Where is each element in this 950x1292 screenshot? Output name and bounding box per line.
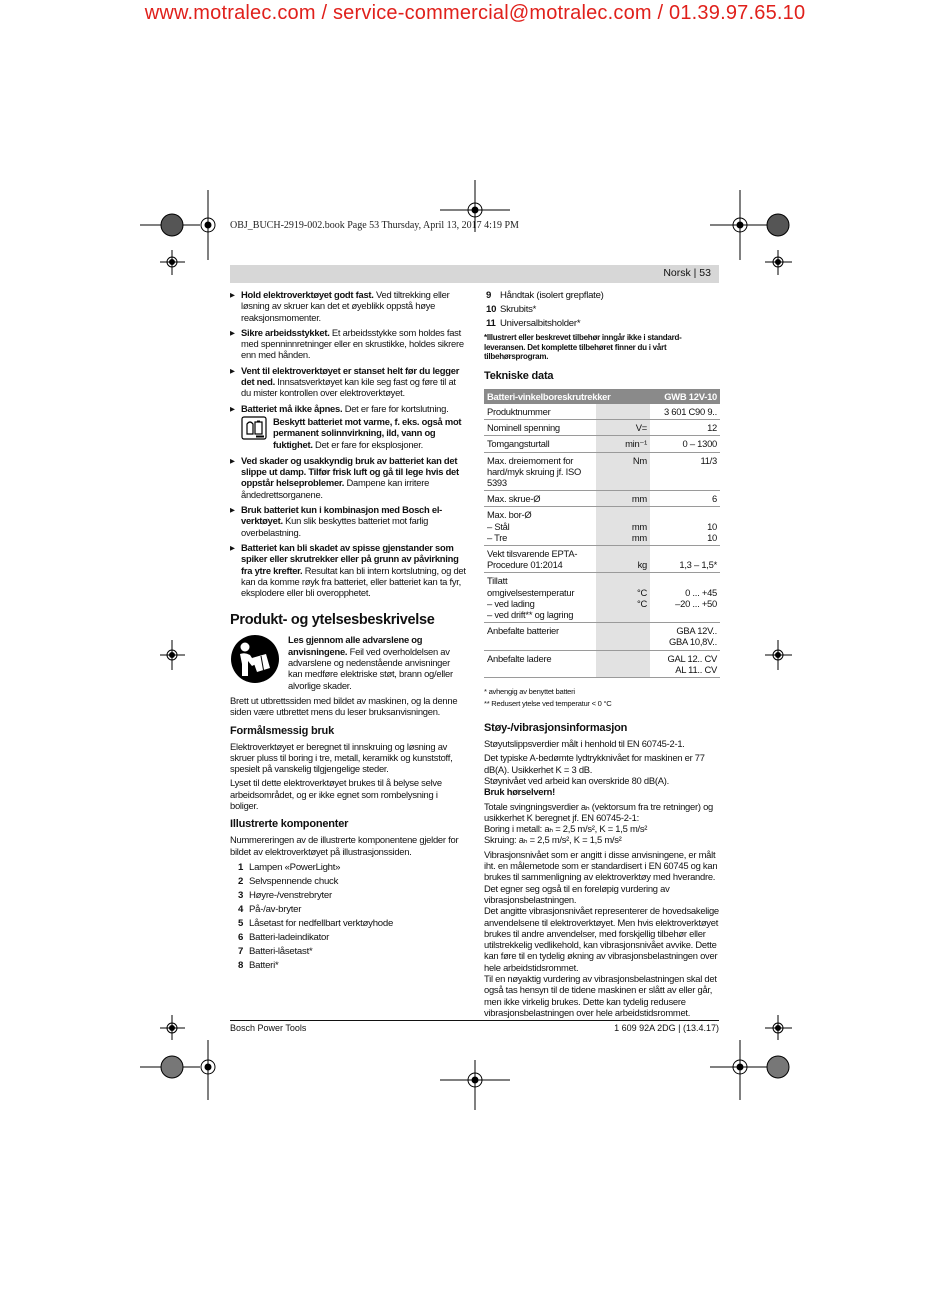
tech-data-table (484, 389, 720, 678)
component-item (486, 303, 720, 317)
print-info-line: OBJ_BUCH-2919-002.book Page 53 Thursday, April 13, 2017 4:19 PM (230, 220, 519, 231)
table-cell-label: Max. dreiemoment for hard/myk skruing jf. ISO 5393 (484, 452, 596, 491)
safety-bullet (230, 365, 466, 399)
component-number: 8 (238, 959, 244, 971)
component-item (238, 959, 466, 973)
table-cell-value: 11/3 (650, 452, 720, 491)
component-label: Batteri-ladeindikator (249, 931, 330, 943)
component-item (238, 861, 466, 875)
component-number: 1 (238, 861, 244, 873)
bullet-bold: Sikre arbeidsstykket. (241, 326, 330, 338)
table-row (484, 573, 720, 623)
usage-title: Formålsmessig bruk (230, 724, 334, 737)
component-number: 9 (486, 290, 492, 301)
table-cell-label: Produktnummer (484, 404, 596, 420)
noise-paragraph: Vibrasjonsnivået som er angitt i disse anvisningene, er målt iht. en målemetode som er standardisert i EN 60745 og kan brukes til sammenligning av elektroverktøy med hverandre. Det egner seg også til en foreløpig vurdering av vibrasjonsbelastningen. (484, 848, 718, 905)
battery-protect-icon (241, 416, 267, 440)
table-cell-value: 10 10 (650, 507, 720, 546)
component-label: Batteri* (249, 959, 279, 971)
bullet-bold: Bruk batteriet kun i kombinasjon med Bosch el-verktøyet. (241, 504, 443, 527)
warning-bold: Les gjennom alle advarslene og anvisningene. (288, 634, 423, 657)
component-number: 3 (238, 889, 244, 901)
table-cell-unit: V= (596, 420, 650, 436)
accessory-note: *Illustrert eller beskrevet tilbehør inngår ikke i standard-leveransen. Det komplette tilbehøret finner du i vårt tilbehørsprogram. (484, 333, 682, 362)
component-label: Skrubits* (500, 304, 537, 315)
table-row (484, 404, 720, 420)
component-label: Batteri-låsetast* (249, 945, 313, 957)
fold-out-text: Brett ut utbrettssiden med bildet av maskinen, og la denne siden være utbrettet mens du leser bruksanvisningen. (230, 694, 458, 718)
tech-data-title: Tekniske data (484, 369, 554, 382)
table-cell-unit: °C °C (596, 573, 650, 623)
table-cell-label: Max. bor-Ø – Stål – Tre (484, 507, 596, 546)
bullet-text: Kun slik beskyttes batteriet mot farlig overbelastning. (241, 515, 429, 538)
table-cell-label: Max. skrue-Ø (484, 491, 596, 507)
footer-left: Bosch Power Tools (230, 1023, 307, 1033)
bullet-text: Resultat kan bli intern kortslutning, og det kan da komme røyk fra batteriet, eller batteriet kan ta fyr, eksplodere eller bli overopphetet. (241, 564, 466, 599)
table-row (484, 436, 720, 452)
table-cell-label: Tomgangsturtall (484, 436, 596, 452)
component-label: På-/av-bryter (249, 903, 302, 915)
usage-paragraph-2: Lyset til dette elektroverktøyet brukes til å belyse selve arbeidsområdet, og er ikke egnet som rombelysning i boliger. (230, 777, 442, 811)
component-item (238, 903, 466, 917)
read-manual-icon (230, 634, 280, 684)
safety-bullet (230, 403, 466, 414)
component-number: 2 (238, 875, 244, 887)
table-cell-value: GBA 12V.. GBA 10,8V.. (650, 623, 720, 650)
footer-rule (230, 1020, 719, 1021)
table-cell-unit: mm mm (596, 507, 650, 546)
header-contact-url: www.motralec.com / service-commercial@motralec.com / 01.39.97.65.10 (144, 2, 806, 24)
component-number: 5 (238, 917, 244, 929)
table-row (484, 623, 720, 650)
table-cell-unit: mm (596, 491, 650, 507)
component-number: 6 (238, 931, 244, 943)
footnote-2: ** Redusert ytelse ved temperatur < 0 °C (484, 699, 612, 709)
noise-paragraph: Totale svingningsverdier aₕ (vektorsum fra tre retninger) og usikkerhet K beregnet jf. EN 60745-2-1: (484, 800, 714, 823)
table-row (484, 507, 720, 546)
table-cell-unit (596, 623, 650, 650)
component-label: Håndtak (isolert grepflate) (500, 290, 604, 301)
table-cell-unit (596, 404, 650, 420)
bullet-bold: Batteriet må ikke åpnes. (241, 402, 343, 414)
safety-bullet (230, 327, 466, 361)
safety-bullet (230, 542, 466, 598)
table-cell-value: 12 (650, 420, 720, 436)
bullet-text: Ved tiltrekking eller løsning av skruer kan det et øyeblikk oppstå høye reaksjonsmomenter. (241, 289, 450, 323)
component-label: Høyre-/venstrebryter (249, 889, 332, 901)
table-cell-value: 6 (650, 491, 720, 507)
table-cell-value: 1,3 – 1,5* (650, 546, 720, 573)
bullet-bold: Ved skader og usakkyndig bruk av batteriet kan det slippe ut damp. Tilfør frisk luft og gå til lege hvis det oppstår helseproblemer. (241, 454, 459, 489)
section-title: Produkt- og ytelsesbeskrivelse (230, 612, 435, 629)
table-cell-unit: kg (596, 546, 650, 573)
table-cell-label: Anbefalte batterier (484, 623, 596, 650)
table-cell-label: Vekt tilsvarende EPTA-Procedure 01:2014 (484, 546, 596, 573)
read-instructions-warning (230, 634, 466, 690)
page-label: Norsk | 53 (663, 267, 711, 279)
components-intro: Nummereringen av de illustrerte komponentene gjelder for bildet av elektroverktøyet på illustrasjonssiden. (230, 834, 459, 857)
component-item (238, 917, 466, 931)
component-label: Selvspennende chuck (249, 875, 339, 887)
table-row (484, 546, 720, 573)
noise-value-drilling: Boring i metall: aₕ = 2,5 m/s², K = 1,5 m/s² (484, 823, 648, 835)
component-label: Universalbitsholder* (500, 318, 581, 329)
bullet-bold: Batteriet kan bli skadet av spisse gjenstander som spiker eller skrutrekker eller på grunn av påvirkning fra ytre krefter. (241, 541, 459, 576)
safety-bullet (230, 455, 466, 500)
left-column (230, 289, 466, 973)
table-header-row (484, 389, 720, 404)
component-item (486, 289, 720, 303)
component-item (238, 889, 466, 903)
table-header-model: GWB 12V-10 (650, 389, 720, 404)
table-cell-value: 0 – 1300 (650, 436, 720, 452)
table-cell-label: Anbefalte ladere (484, 650, 596, 677)
component-label: Låsetast for nedfellbart verktøyhode (249, 917, 394, 929)
table-cell-unit: min⁻¹ (596, 436, 650, 452)
table-row (484, 491, 720, 507)
bullet-text: Innsatsverktøyet kan kile seg fast og føre til at du mister kontrollen over elektroverktøyet. (241, 376, 456, 399)
component-item (238, 945, 466, 959)
table-cell-label: Tillatt omgivelsestemperatur – ved lading – ved drift** og lagring (484, 573, 596, 623)
battery-heat-warning (241, 416, 466, 450)
noise-hearing-protection: Bruk hørselvern! (484, 786, 556, 798)
component-item (238, 931, 466, 945)
component-item (486, 317, 720, 331)
bullet-text: Dampene kan irritere åndedrettsorganene. (241, 477, 430, 500)
safety-bullet (230, 289, 466, 323)
component-label: Lampen «PowerLight» (249, 861, 341, 873)
table-row (484, 452, 720, 491)
table-cell-value: 3 601 C90 9.. (650, 404, 720, 420)
noise-title: Støy-/vibrasjonsinformasjon (484, 722, 628, 735)
footer-right: 1 609 92A 2DG | (13.4.17) (614, 1023, 719, 1033)
warning-text: Det er fare for eksplosjoner. (312, 438, 423, 450)
components-list (238, 861, 466, 973)
noise-paragraph: Til en nøyaktig vurdering av vibrasjonsbelastningen skal det også tas hensyn til de tidene maskinen er slått av eller går, men ikke virkelig brukes. Dette kan tydelig redusere vibrasjonsbelastningen over hele arbeidstidsrommet. (484, 972, 717, 1018)
components-title: Illustrerte komponenter (230, 818, 349, 831)
warning-bold: Beskytt batteriet mot varme, f. eks. også mot permanent solinnvirkning, ild, vann og fuktighet. (273, 415, 462, 450)
table-cell-value: GAL 12.. CV AL 11.. CV (650, 650, 720, 677)
table-header-label: Batteri-vinkelboreskrutrekker (484, 389, 650, 404)
noise-paragraph: Støynivået ved arbeid kan overskride 80 dB(A). (484, 774, 669, 786)
component-number: 7 (238, 945, 244, 957)
bullet-bold: Hold elektroverktøyet godt fast. (241, 289, 374, 300)
noise-paragraph: Det typiske A-bedømte lydtrykknivået for maskinen er 77 dB(A). Usikkerhet K = 3 dB. (484, 752, 705, 775)
table-cell-unit: Nm (596, 452, 650, 491)
footnote-1: * avhengig av benyttet batteri (484, 687, 575, 697)
table-cell-unit (596, 650, 650, 677)
components-list-continued (486, 289, 720, 331)
warning-text: Feil ved overholdelsen av advarslene og nedenstående anvisninger kan medføre elektriske støt, brann og/eller alvorlige skader. (288, 645, 453, 691)
noise-paragraph: Det angitte vibrasjonsnivået representerer de hovedsakelige anvendelsene til elektroverktøyet. Men hvis elektroverktøyet brukes til andre anvendelser, med forskjellig tilbehør eller utilstrekkelig vedlikehold, kan vibrasjonsnivået avvike. Dette kan føre til en tydelig økning av vibrasjonsbelastningen over hele arbeidstidsrommet. (484, 905, 719, 973)
right-column (484, 289, 720, 1021)
table-cell-label: Nominell spenning (484, 420, 596, 436)
table-row (484, 650, 720, 677)
component-number: 10 (486, 304, 497, 315)
bullet-text: Det er fare for kortslutning. (342, 402, 449, 414)
table-row (484, 420, 720, 436)
noise-paragraph: Støyutslippsverdier målt i henhold til EN 60745-2-1. (484, 738, 685, 750)
table-cell-value: 0 ... +45 –20 ... +50 (650, 573, 720, 623)
component-number: 11 (486, 318, 496, 329)
bullet-bold: Vent til elektroverktøyet er stanset helt før du legger det ned. (241, 364, 460, 388)
component-number: 4 (238, 903, 244, 915)
safety-bullet (230, 504, 466, 538)
component-item (238, 875, 466, 889)
bullet-text: Et arbeidsstykke som holdes fast med spenninnretninger eller en skrustikke, holdes sikrere enn med hånden. (241, 326, 464, 361)
noise-value-screwing: Skruing: aₕ = 2,5 m/s², K = 1,5 m/s² (484, 834, 622, 846)
usage-paragraph-1: Elektroverktøyet er beregnet til innskruing og løsning av skruer pluss til boring i tre, metall, keramikk og kunststoff, spesielt på vanskelig tilgjengelige steder. (230, 740, 453, 775)
